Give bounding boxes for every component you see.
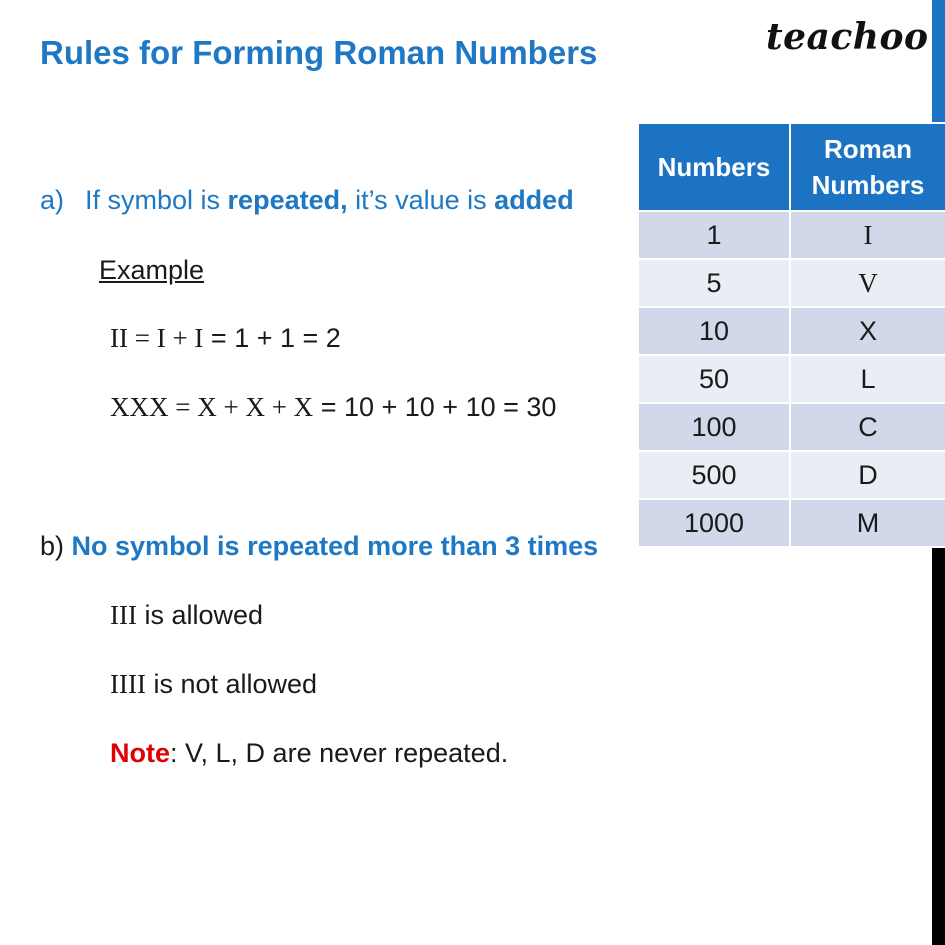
cell-number: 10 [639, 307, 790, 355]
table-row [639, 499, 945, 547]
rule-a-bold-repeated: repeated, [227, 185, 348, 215]
example-2-rest: = 10 + 10 + 10 = 30 [313, 392, 557, 422]
rule-a-bold-added: added [494, 185, 574, 215]
cell-roman: I [790, 211, 945, 259]
table-header-row [639, 124, 945, 211]
example-line-1 [110, 323, 341, 354]
rule-a-marker: a) [40, 185, 65, 215]
cell-number: 1 [639, 211, 790, 259]
rule-b-allowed-line [110, 600, 263, 631]
example-label: Example [99, 255, 205, 285]
note-line [110, 738, 508, 769]
note-label: Note [110, 738, 170, 768]
rule-a-text-2: it’s value is [347, 185, 495, 215]
cell-roman: C [790, 403, 945, 451]
rule-b-line [40, 531, 598, 562]
table-row [639, 211, 945, 259]
rule-a-line [40, 185, 574, 216]
not-allowed-roman: IIII [110, 669, 146, 699]
example-2-roman: XXX = X + X + X [110, 392, 314, 422]
cell-number: 500 [639, 451, 790, 499]
example-1-roman: II = I + I [110, 323, 204, 353]
example-1-rest: = 1 + 1 = 2 [203, 323, 341, 353]
cell-number: 5 [639, 259, 790, 307]
page-title: Rules for Forming Roman Numbers [40, 34, 598, 71]
table-row [639, 259, 945, 307]
table-row [639, 451, 945, 499]
table-row [639, 403, 945, 451]
cell-roman: L [790, 355, 945, 403]
teachoo-logo: teachoo [766, 16, 929, 58]
cell-roman: D [790, 451, 945, 499]
allowed-text: is allowed [136, 600, 264, 630]
rule-b-marker: b) [40, 531, 65, 561]
table-row [639, 307, 945, 355]
header-numbers: Numbers [639, 124, 790, 211]
cell-roman: V [790, 259, 945, 307]
header-roman-numbers [790, 124, 945, 211]
rule-b-not-allowed-line [110, 669, 317, 700]
right-edge-black-bar [932, 547, 945, 945]
roman-numerals-table [639, 124, 945, 548]
right-edge-blue-bar [932, 0, 945, 122]
rule-a-text-1: If symbol is [85, 185, 228, 215]
example-line-2 [110, 392, 556, 423]
cell-roman: M [790, 499, 945, 547]
not-allowed-text: is not allowed [145, 669, 318, 699]
cell-roman: X [790, 307, 945, 355]
header-roman-numbers-label: Roman Numbers [811, 134, 925, 200]
rule-b-heading: No symbol is repeated more than 3 times [71, 531, 599, 561]
note-text: : V, L, D are never repeated. [170, 738, 509, 768]
cell-number: 100 [639, 403, 790, 451]
cell-number: 50 [639, 355, 790, 403]
cell-number: 1000 [639, 499, 790, 547]
allowed-roman: III [110, 600, 137, 630]
table-row [639, 355, 945, 403]
